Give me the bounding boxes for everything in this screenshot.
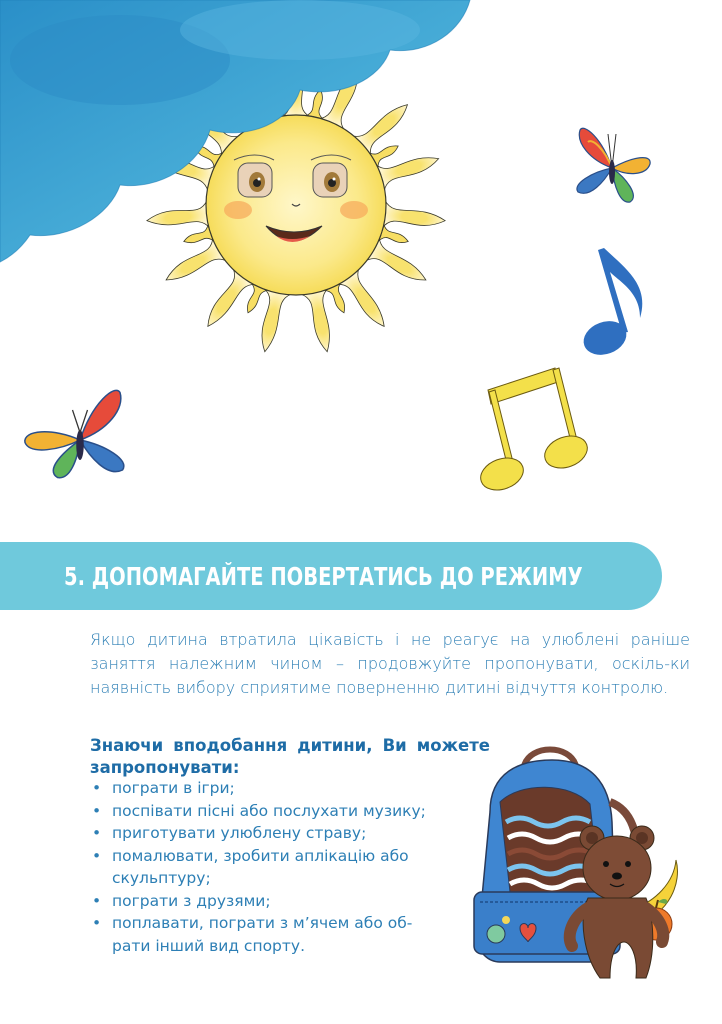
intro-paragraph: Якщо дитина втратила цікавість і не реагує на улюблені раніше заняття належним чином – продовжуйте пропонувати, оскіль-ки наявність вибору сприятиме поверненню дитині відчуття контролю.	[90, 630, 690, 697]
section-banner	[0, 542, 662, 610]
list-item: • пограти в ігри;	[90, 777, 450, 800]
music-note-icon	[579, 248, 642, 361]
list-item: • приготувати улюблену страву;	[90, 822, 450, 845]
backpack-illustration	[460, 742, 690, 992]
music-note-icon	[476, 368, 592, 496]
butterfly-icon	[577, 128, 650, 202]
list-item: • поспівати пісні або послухати музику;	[90, 800, 450, 823]
list-item: • поплавати, пограти з м’ячем або об-рати інший вид спорту.	[90, 912, 450, 957]
list-item: • пограти з друзями;	[90, 890, 450, 913]
butterfly-icon	[25, 390, 124, 477]
section-title: 5. ДОПОМАГАЙТЕ ПОВЕРТАТИСЬ ДО РЕЖИМУ	[64, 561, 583, 591]
subheading: Знаючи вподобання дитини, Ви можете запропонувати:	[90, 736, 490, 777]
suggestion-list	[90, 777, 450, 957]
list-item: • помалювати, зробити аплікацію або скульптуру;	[90, 845, 450, 890]
